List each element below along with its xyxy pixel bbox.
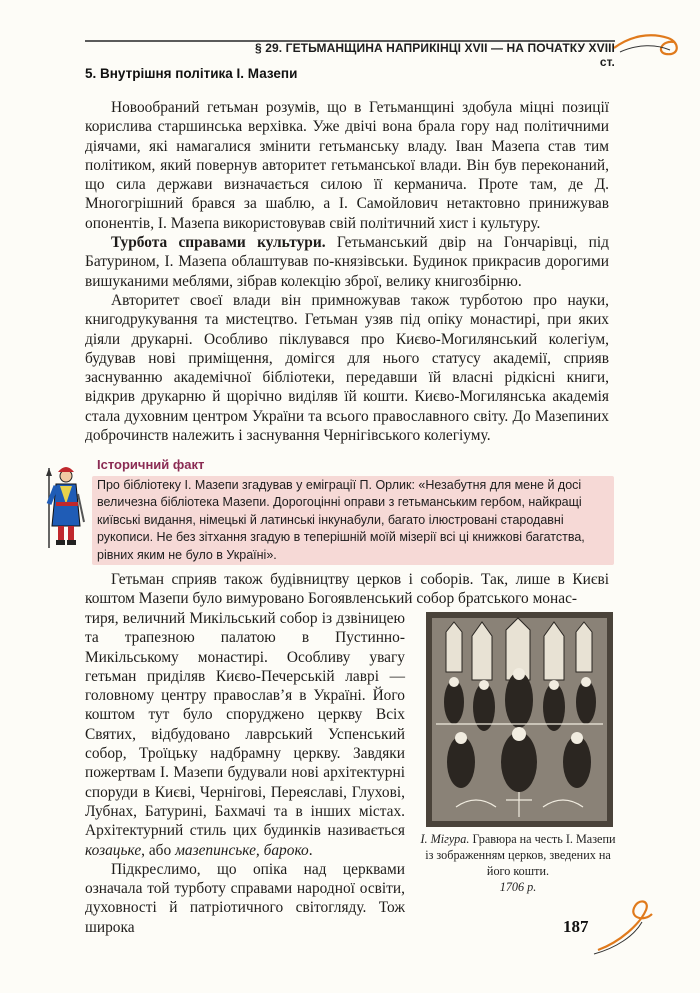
paragraph-text: , або <box>141 841 176 859</box>
section-heading: 5. Внутрішня політика І. Мазепи <box>85 66 298 81</box>
caption-text: Гравюра на честь І. Мазепи із зображенням церков, зведених на його кошти. <box>425 832 616 878</box>
body-text-2 <box>85 570 609 609</box>
figure-caption <box>420 831 616 895</box>
paragraph <box>85 609 405 860</box>
paragraph-text: . <box>308 841 313 859</box>
caption-year: 1706 р. <box>499 880 537 894</box>
paragraph-text: Гетьманський двір на Гончарівці, під Батурином, І. Мазепа облаштував по-князівськи. Будинок прикрасив дорогими вишуканими меблями, зібрав колекцію зброї, велику книгозбірню. <box>85 234 609 290</box>
body-text <box>85 98 609 445</box>
running-header: § 29. ГЕТЬМАНЩИНА НАПРИКІНЦІ XVII — НА ПОЧАТКУ XVIII ст. <box>255 41 615 69</box>
paragraph <box>85 233 609 291</box>
paragraph: Гетьман сприяв також будівництву церков і соборів. Так, лише в Києві коштом Мазепи було вимуровано Богоявленський собор братського монас- <box>85 571 609 608</box>
paragraph: Авторитет своєї влади він примножував також турботою про науки, книгодрукування та мистецтво. Гетьман узяв під опіку монастирі, при яких діяли друкарні. Особливо піклувався про Києво-Могилянський колегіум, будував нові приміщення, домігся для нього статусу академії, сприяв заснуванню академічної бібліотеки, передавши їй власні рідкісні книги, відкрив друкарню й щорічно виділяв їй кошти. Києво-Могилянська академія стала духовним центром України та всього православного світу. До Мазепиних доброчинств належить і заснування Чернігівського колегіуму. <box>85 291 609 445</box>
caption-author: І. Мігура. <box>420 832 470 846</box>
paragraph-heading: Турбота справами культури. <box>111 234 326 252</box>
cossack-figure-icon <box>44 464 86 550</box>
paragraph: Новообраний гетьман розумів, що в Гетьманщині здобула міцні позиції корислива старшинська верхівка. Уже двічі вона брала гору над політичними діячами, які намагалися змінити гетьманську владу. Іван Мазепа став тим політиком, який повернув авторитет гетьманської влади. Він був переконаний, що сила держави визначається силою її керманича. Проте там, де Д. Многогрішний брався за шаблю, а І. Самойлович нетактовно принижував опонентів, І. Мазепа використовував свій політичний хист і культуру. <box>85 99 609 232</box>
fact-text: Про бібліотеку І. Мазепи згадував у еміграції П. Орлик: «Незабутня для мене й досі величезна бібліотека Мазепи. Дорогоцінні оправи з гетьманським гербом, найкращі київські видання, німецькі й латинські інкунабули, багато ілюстровані стародавні рукописи. Не без зітхання згадую в теперішній моїй мізерії всі ці книжкові багатства, рівних яким не було в Україні». <box>97 478 585 562</box>
engraving-illustration <box>426 612 613 827</box>
page-number: 187 <box>563 917 589 936</box>
paragraph-text: тиря, величний Микільський собор із дзвіницею та трапезною палатою в Пустинно-Микільському монастирі. Особливу увагу гетьман приділяв Києво-Печерській лаврі — головному центру православ’я в Україні. Його коштом тут було споруджено церкву Всіх Святих, відбудовано лаврський Успенський собор, Троїцьку надбрамну церкву. Завдяки пожертвам І. Мазепи будували нові архітектурні споруди в Києві, Чернігові, Переяславі, Глухові, Лубнах, Батурині, Бахмачі та в інших містах. Архітектурний стиль цих будинків називається <box>85 610 405 840</box>
fact-label: Історичний факт <box>97 457 205 472</box>
engraving-image <box>426 612 613 827</box>
header-flourish-icon <box>610 26 690 66</box>
footer-flourish-icon <box>590 896 660 956</box>
paragraph: Підкреслимо, що опіка над церквами означала той турботу справами народної освіти, духовності й патріотичного світогляду. Тож широка <box>85 860 405 936</box>
term: козацьке <box>85 841 142 859</box>
term: мазепинське, бароко <box>175 841 309 859</box>
column-text <box>85 609 405 937</box>
